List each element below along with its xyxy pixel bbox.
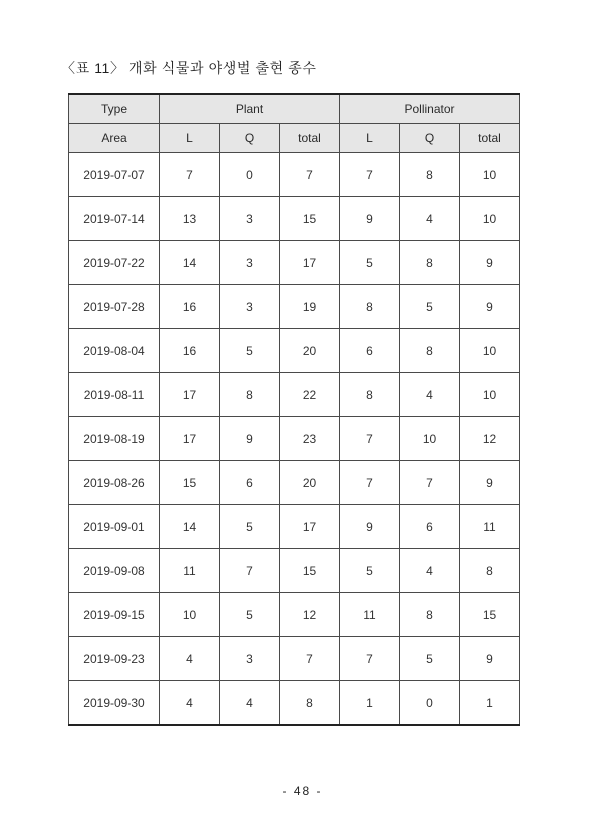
table-cell: 7 (280, 637, 340, 681)
table-cell: 8 (280, 681, 340, 726)
table-cell: 12 (460, 417, 520, 461)
table-cell: 8 (400, 593, 460, 637)
table-cell: 17 (280, 241, 340, 285)
table-row (69, 285, 520, 329)
table-cell: 11 (340, 593, 400, 637)
table-cell: 4 (400, 197, 460, 241)
table-cell: 9 (460, 461, 520, 505)
table-row (69, 329, 520, 373)
table-cell: 9 (460, 241, 520, 285)
table-cell: 4 (220, 681, 280, 726)
column-header-pollinator: Pollinator (340, 94, 520, 124)
header-row-group (69, 94, 520, 124)
column-header-area: Area (69, 124, 160, 153)
table-row (69, 593, 520, 637)
table-cell: 7 (340, 417, 400, 461)
table-cell: 3 (220, 197, 280, 241)
table-cell: 17 (280, 505, 340, 549)
table-cell: 7 (220, 549, 280, 593)
table-cell: 3 (220, 241, 280, 285)
table-cell: 20 (280, 329, 340, 373)
table-cell: 10 (160, 593, 220, 637)
table-cell: 15 (460, 593, 520, 637)
table-cell: 0 (220, 153, 280, 197)
table-cell: 8 (340, 285, 400, 329)
table-cell: 8 (400, 153, 460, 197)
table-cell: 5 (400, 637, 460, 681)
date-cell: 2019-08-26 (69, 461, 160, 505)
table-cell: 8 (220, 373, 280, 417)
table-cell: 12 (280, 593, 340, 637)
date-cell: 2019-09-30 (69, 681, 160, 726)
table-cell: 8 (400, 329, 460, 373)
table-cell: 5 (220, 593, 280, 637)
table-cell: 15 (280, 197, 340, 241)
table-cell: 4 (400, 373, 460, 417)
table-cell: 4 (400, 549, 460, 593)
column-header-plant-q: Q (220, 124, 280, 153)
date-cell: 2019-09-15 (69, 593, 160, 637)
table-row (69, 505, 520, 549)
date-cell: 2019-07-07 (69, 153, 160, 197)
date-cell: 2019-07-14 (69, 197, 160, 241)
table-cell: 3 (220, 285, 280, 329)
table-cell: 16 (160, 329, 220, 373)
date-cell: 2019-07-28 (69, 285, 160, 329)
table-cell: 8 (340, 373, 400, 417)
table-cell: 5 (400, 285, 460, 329)
table-cell: 6 (400, 505, 460, 549)
table-cell: 0 (400, 681, 460, 726)
table-cell: 9 (340, 505, 400, 549)
table-row (69, 153, 520, 197)
table-cell: 14 (160, 241, 220, 285)
table-cell: 6 (340, 329, 400, 373)
table-cell: 5 (220, 329, 280, 373)
table-cell: 5 (340, 241, 400, 285)
table-cell: 10 (460, 197, 520, 241)
table-row (69, 461, 520, 505)
date-cell: 2019-08-11 (69, 373, 160, 417)
table-row (69, 637, 520, 681)
table-cell: 19 (280, 285, 340, 329)
table-cell: 9 (460, 637, 520, 681)
table-cell: 17 (160, 417, 220, 461)
date-cell: 2019-08-19 (69, 417, 160, 461)
table-cell: 8 (400, 241, 460, 285)
table-header (69, 94, 520, 153)
table-row (69, 241, 520, 285)
table-cell: 3 (220, 637, 280, 681)
table-body (69, 153, 520, 726)
table-row (69, 681, 520, 726)
table-cell: 15 (160, 461, 220, 505)
table-cell: 22 (280, 373, 340, 417)
table-row (69, 549, 520, 593)
table-cell: 11 (160, 549, 220, 593)
date-cell: 2019-09-23 (69, 637, 160, 681)
table-cell: 9 (220, 417, 280, 461)
table-cell: 11 (460, 505, 520, 549)
table-cell: 1 (460, 681, 520, 726)
table-cell: 7 (280, 153, 340, 197)
table-cell: 7 (400, 461, 460, 505)
table-cell: 14 (160, 505, 220, 549)
table-cell: 23 (280, 417, 340, 461)
table-cell: 9 (460, 285, 520, 329)
column-header-pollinator-q: Q (400, 124, 460, 153)
table-cell: 4 (160, 637, 220, 681)
table-cell: 9 (340, 197, 400, 241)
species-count-table (68, 93, 520, 726)
date-cell: 2019-07-22 (69, 241, 160, 285)
column-header-plant: Plant (160, 94, 340, 124)
table-cell: 5 (340, 549, 400, 593)
table-cell: 10 (460, 373, 520, 417)
table-cell: 7 (160, 153, 220, 197)
table-cell: 6 (220, 461, 280, 505)
date-cell: 2019-08-04 (69, 329, 160, 373)
table-cell: 7 (340, 153, 400, 197)
table-caption: 〈표 11〉 개화 식물과 야생벌 출현 종수 (61, 60, 317, 76)
column-header-type: Type (69, 94, 160, 124)
table-row (69, 417, 520, 461)
table-cell: 17 (160, 373, 220, 417)
table-row (69, 197, 520, 241)
column-header-plant-total: total (280, 124, 340, 153)
table-cell: 16 (160, 285, 220, 329)
table-cell: 7 (340, 637, 400, 681)
page-number: - 48 - (282, 784, 323, 798)
date-cell: 2019-09-08 (69, 549, 160, 593)
table-cell: 13 (160, 197, 220, 241)
column-header-plant-l: L (160, 124, 220, 153)
column-header-pollinator-l: L (340, 124, 400, 153)
table-cell: 5 (220, 505, 280, 549)
table-cell: 10 (400, 417, 460, 461)
table-cell: 10 (460, 153, 520, 197)
date-cell: 2019-09-01 (69, 505, 160, 549)
table-row (69, 373, 520, 417)
table-cell: 15 (280, 549, 340, 593)
column-header-pollinator-total: total (460, 124, 520, 153)
table-cell: 4 (160, 681, 220, 726)
table-cell: 10 (460, 329, 520, 373)
table-cell: 7 (340, 461, 400, 505)
table-cell: 20 (280, 461, 340, 505)
table-cell: 1 (340, 681, 400, 726)
table-cell: 8 (460, 549, 520, 593)
header-row-sub (69, 124, 520, 153)
